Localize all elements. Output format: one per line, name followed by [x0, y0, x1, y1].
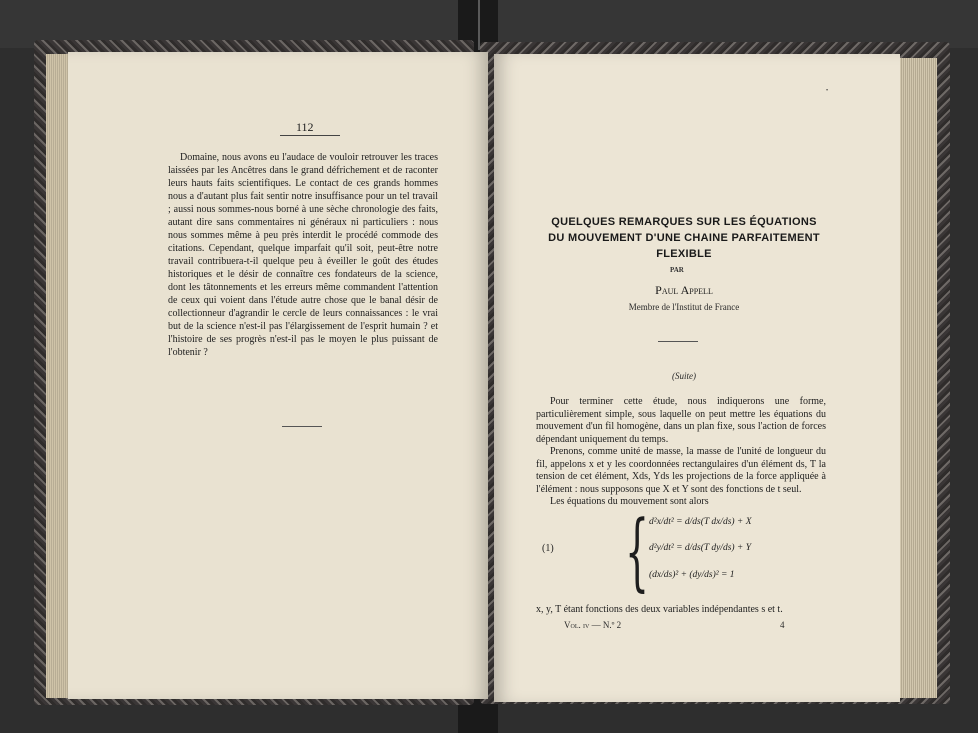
title-line-2: DU MOUVEMENT D'UNE CHAINE PARFAITEMENT FLEXIBLE	[548, 232, 820, 260]
by-label: PAR	[670, 266, 684, 274]
right-page-body	[536, 396, 826, 509]
page-mark-dot: •	[826, 88, 829, 94]
article-title	[534, 214, 834, 262]
equation-3: (dx/ds)² + (dy/ds)² = 1	[649, 570, 735, 580]
continued-label: (Suite)	[672, 371, 696, 381]
author-affiliation: Membre de l'Institut de France	[628, 302, 740, 312]
section-rule	[658, 341, 698, 342]
book-spine-line	[478, 0, 480, 50]
paragraph-1: Pour terminer cette étude, nous indiquerons une forme, particulièrement simple, sous laquelle on peut mettre les équations du mouvement d'un fil homogène, dans un plan fixe, sous l'action de forces dépendant uniquement du temps.	[536, 396, 826, 445]
equation-number: (1)	[542, 543, 554, 554]
right-page	[494, 54, 900, 702]
author-name: Paul Appell	[655, 283, 713, 297]
signature-mark: 4	[780, 620, 785, 630]
equation-brace: {	[625, 502, 650, 600]
left-paragraph: Domaine, nous avons eu l'audace de vouloir retrouver les traces laissées par les Ancêtres dans le grand défrichement et de raconter leurs hauts faits scientifiques. Le contact de ces grands hommes nous a d'autant plus fait sentir notre insuffisance pour un tel travail ; aussi nous sommes-nous borné à une sèche chronologie des faits, autant dire sans commentaires ni généraux ni particuliers : nous nous sommes même à peu près interdit le procédé commode des citations. Cependant, quelque imparfait qu'il soit, peut-être notre travail contribuera-t-il quelque peu à éveiller le goût des études historiques et le désir de connaître ces fondateurs de la science, dont les tâtonnements et les erreurs même commandent l'attention de ceux qui voient dans l'étude autre chose que le banal désir de collectionneur d'agrandir le cercle de leurs connaissances : le vrai but de la science n'est-il pas l'élargissement de l'esprit humain ? et l'histoire de ses progrès n'est-il pas le moyen le plus puissant de l'obtenir ?	[168, 152, 438, 358]
page-number: 112	[296, 120, 314, 134]
page-number-rule	[280, 135, 340, 136]
volume-mark: Vol. iv — N.º 2	[564, 620, 622, 630]
title-line-1: QUELQUES REMARQUES SUR LES ÉQUATIONS	[551, 216, 817, 228]
left-page-body	[168, 151, 438, 359]
equation-1: d²x/dt² = d/ds(T dx/ds) + X	[649, 517, 752, 527]
left-page	[68, 52, 488, 699]
equation-2: d²y/dt² = d/ds(T dy/ds) + Y	[649, 543, 751, 553]
paragraph-3: Les équations du mouvement sont alors	[550, 496, 709, 507]
end-rule	[282, 426, 322, 427]
after-equations-text: x, y, T étant fonctions des deux variables indépendantes s et t.	[536, 604, 783, 615]
paragraph-2: Prenons, comme unité de masse, la masse de l'unité de longueur du fil, appelons x et y les coordonnées rectangulaires d'un élément ds, T la tension de cet élément, Xds, Yds les projections de la force appliquée à l'élément : nous supposons que X et Y sont des fonctions de t seul.	[536, 446, 826, 495]
